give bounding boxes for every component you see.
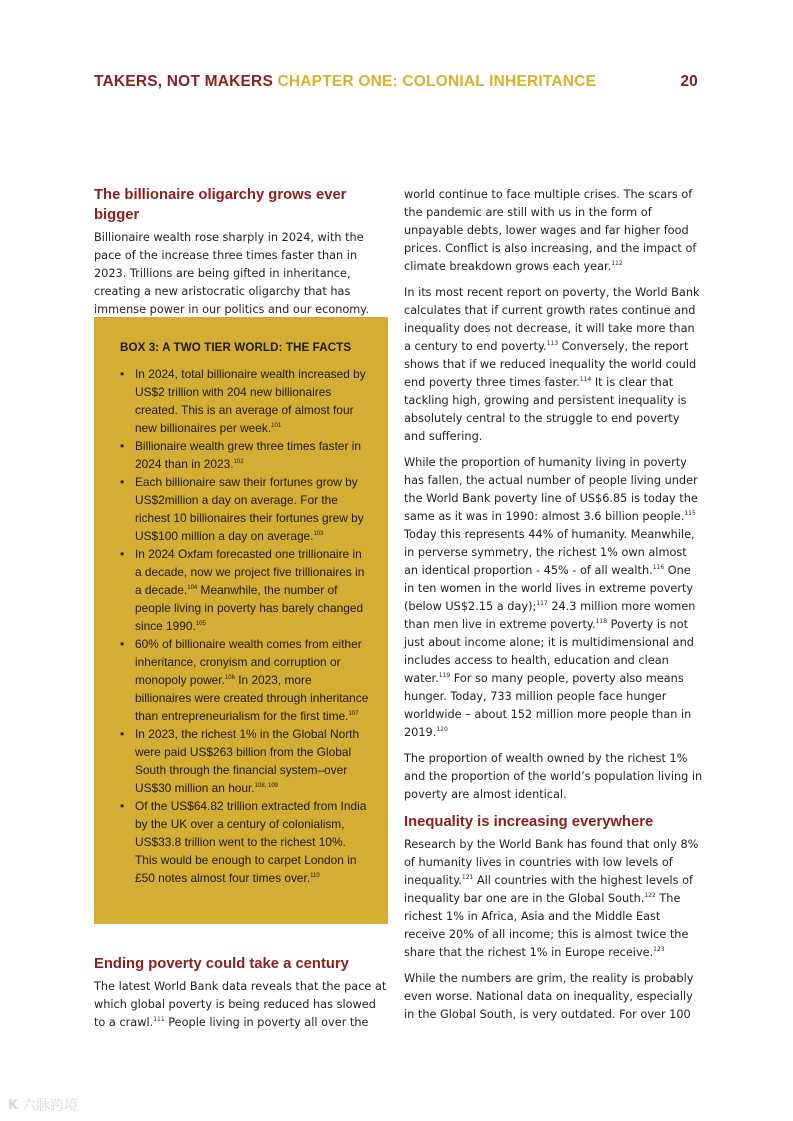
box-title: BOX 3: A TWO TIER WORLD: THE FACTS (120, 341, 352, 354)
report-title: TAKERS, NOT MAKERS (94, 73, 273, 90)
section-heading-inequality: Inequality is increasing everywhere (404, 814, 654, 830)
paragraph-inequality-research: Research by the World Bank has found that only 8% of humanity lives in countries with low levels of inequality.$^{121}$ All countries with the highest levels of inequality bar one are in the Global South.$^{122}$ The richest 1% in Africa, Asia and the Middle East receive 20% of all income; this is almost twice the share that the richest 1% in Europe receive.$^{123}$ (404, 838, 699, 959)
watermark-logo-icon: K (8, 1097, 19, 1113)
chapter-title: CHAPTER ONE: COLONIAL INHERITANCE (277, 73, 597, 90)
list-item: • Of the US$64.82 trillion extracted from India by the UK over a century of colonialism, US$33.8 trillion went to the richest 10%. This would be enough to carpet London in £50 notes almost four times over.$^{110}$ (120, 797, 370, 887)
list-item: • In 2024, total billionaire wealth increased by US$2 trillion with 204 new billionaires created. This is an average of almost four new billionaires per week.$^{101}$ (120, 365, 370, 437)
facts-list (120, 365, 370, 887)
list-item: • In 2023, the richest 1% in the Global North were paid US$263 billion from the Global South through the financial system–over US$30 million an hour.$^{108, 109}$ (120, 725, 370, 797)
paragraph-outdated-data: While the numbers are grim, the reality is probably even worse. National data on inequality, especially in the Global South, is very outdated. For over 100 (404, 972, 694, 1021)
left-column-bottom (94, 954, 388, 1040)
right-column (404, 186, 704, 1032)
paragraph-world-bank-report: In its most recent report on poverty, the World Bank calculates that if current growth rates continue and inequality does not decrease, it will take more than a century to end poverty.$^{113}$ Conversely, the report shows that if we reduced inequality the world could end poverty three times faster.$^{114}$ It is clear that tackling high, growing and persistent inequality is absolutely central to the struggle to end poverty and suffering. (404, 286, 700, 443)
poverty-paragraph: The latest World Bank data reveals that the pace at which global poverty is being reduced has slowed to a crawl.$^{111}$ People living in poverty all over the (94, 980, 387, 1029)
list-item: • 60% of billionaire wealth comes from either inheritance, cronyism and corruption or monopoly power.$^{106}$ In 2023, more billionaires were created through inheritance than entrepreneurialism for the first time.$^{107}$ (120, 635, 370, 725)
list-item: • Billionaire wealth grew three times faster in 2024 than in 2023.$^{102}$ (120, 437, 370, 473)
paragraph-poverty-numbers: While the proportion of humanity living in poverty has fallen, the actual number of people living under the World Bank poverty line of US$6.85 is today the same as it was in 1990: almost 3.6 billion people.$^{115}$ Today this represents 44% of humanity. Meanwhile, in perverse symmetry, the richest 1% own almost an identical proportion - 45% - of all wealth.$^{116}$ One in ten women in the world lives in extreme poverty (below US$2.15 a day);$^{117}$ 24.3 million more women than men live in extreme poverty.$^{118}$ Poverty is not just about income alone; it is multidimensional and includes access to health, education and clean water.$^{119}$ For so many people, poverty also means hunger. Today, 733 million people face hunger worldwide – about 152 million more people than in 2019.$^{120}$ (404, 456, 698, 739)
list-item: • In 2024 Oxfam forecasted one trillionaire in a decade, now we project five trillionaires in a decade.$^{104}$ Meanwhile, the number of people living in poverty has barely changed since 1990.$^{105}$ (120, 545, 370, 635)
facts-box (94, 317, 388, 924)
paragraph-wealth-proportion: The proportion of wealth owned by the richest 1% and the proportion of the world’s population living in poverty are almost identical. (404, 752, 703, 801)
intro-paragraph: Billionaire wealth rose sharply in 2024, with the pace of the increase three times faster than in 2023. Trillions are being gifted in inheritance, creating a new aristocratic oligarchy that has immense power in our politics and our economy. (94, 231, 369, 316)
section-heading-poverty: Ending poverty could take a century (94, 956, 349, 972)
left-column (94, 185, 388, 327)
watermark (8, 1094, 108, 1116)
running-title (94, 73, 596, 91)
section-heading-billionaire: The billionaire oligarchy grows ever bigger (94, 187, 347, 223)
page-number: 20 (680, 73, 698, 90)
page-header (94, 73, 698, 93)
watermark-text: 六脉跨境 (22, 1098, 79, 1114)
list-item: • Each billionaire saw their fortunes grow by US$2million a day on average. For the richest 10 billionaires their fortunes grew by US$100 million a day on average.$^{103}$ (120, 473, 370, 545)
paragraph-crises: world continue to face multiple crises. The scars of the pandemic are still with us in the form of unpayable debts, lower wages and far higher food prices. Conflict is also increasing, and the impact of climate breakdown grows each year.$^{112}$ (404, 188, 697, 273)
